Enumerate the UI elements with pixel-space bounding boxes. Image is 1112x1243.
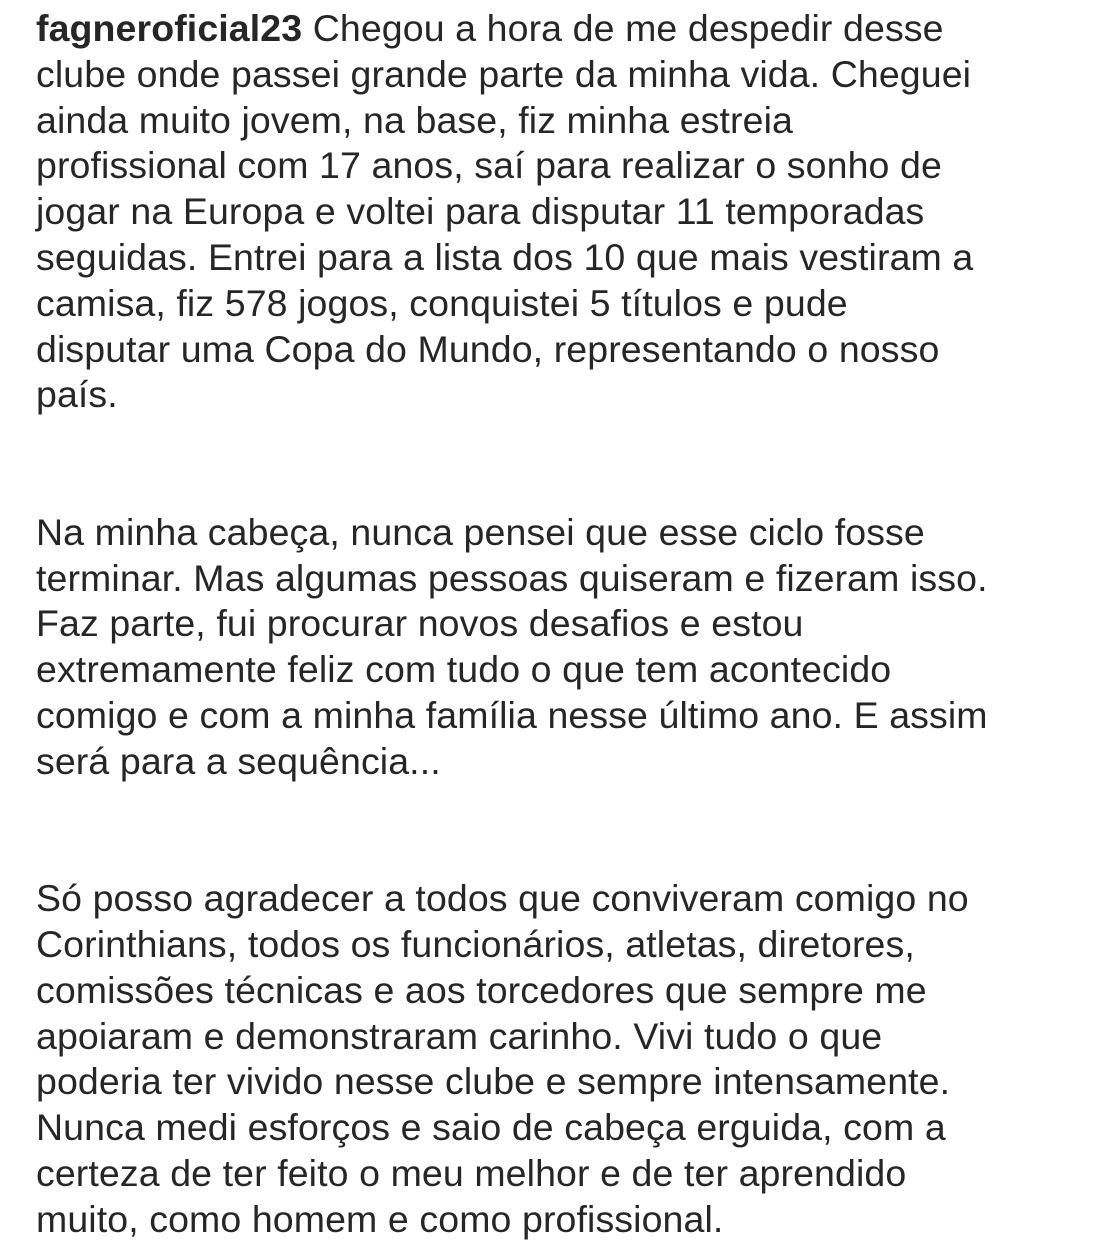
caption-line: Na minha cabeça, nunca pensei que esse ciclo fosse xyxy=(36,510,925,553)
caption-line: apoiaram e demonstraram carinho. Vivi tudo o que xyxy=(36,1014,883,1057)
caption-paragraph xyxy=(36,876,1056,1242)
paragraph-spacer xyxy=(36,418,1056,510)
paragraph-spacer xyxy=(36,785,1056,877)
caption-line: muito, como homem e como profissional. xyxy=(36,1197,724,1240)
username-link[interactable]: fagneroficial23 xyxy=(36,7,303,49)
caption-line: seguidas. Entrei para a lista dos 10 que mais vestiram a xyxy=(36,235,974,278)
caption-line: jogar na Europa e voltei para disputar 11 temporadas xyxy=(36,190,925,233)
caption-line: Corinthians, todos os funcionários, atletas, diretores, xyxy=(36,922,915,965)
caption-line: será para a sequência... xyxy=(36,739,441,782)
caption-line: Nunca medi esforços e saio de cabeça erguida, com a xyxy=(36,1106,946,1149)
caption-text: Chegou a hora de me despedir desse xyxy=(302,7,944,49)
caption-line: clube onde passei grande parte da minha vida. Cheguei xyxy=(36,52,972,95)
caption-line: ainda muito jovem, na base, fiz minha estreia xyxy=(36,98,793,141)
caption-line: Só posso agradecer a todos que conviveram comigo no xyxy=(36,877,969,920)
caption-paragraph xyxy=(36,6,1056,418)
caption-line: disputar uma Copa do Mundo, representando o nosso xyxy=(36,327,940,370)
caption-paragraph xyxy=(36,510,1056,785)
caption-line: comissões técnicas e aos torcedores que sempre me xyxy=(36,968,927,1011)
caption-line: país. xyxy=(36,373,118,416)
caption-line: comigo e com a minha família nesse último ano. E assim xyxy=(36,693,988,736)
caption-line: terminar. Mas algumas pessoas quiseram e fizeram isso. xyxy=(36,556,988,599)
caption-line: poderia ter vivido nesse clube e sempre intensamente. xyxy=(36,1060,951,1103)
caption-line: profissional com 17 anos, saí para realizar o sonho de xyxy=(36,144,942,187)
caption-line: certeza de ter feito o meu melhor e de ter aprendido xyxy=(36,1151,907,1194)
caption-line: Faz parte, fui procurar novos desafios e estou xyxy=(36,602,804,645)
caption-line: camisa, fiz 578 jogos, conquistei 5 títulos e pude xyxy=(36,281,848,324)
post-caption xyxy=(36,6,1056,1243)
caption-line: extremamente feliz com tudo o que tem acontecido xyxy=(36,648,892,691)
caption-line xyxy=(36,6,1056,52)
